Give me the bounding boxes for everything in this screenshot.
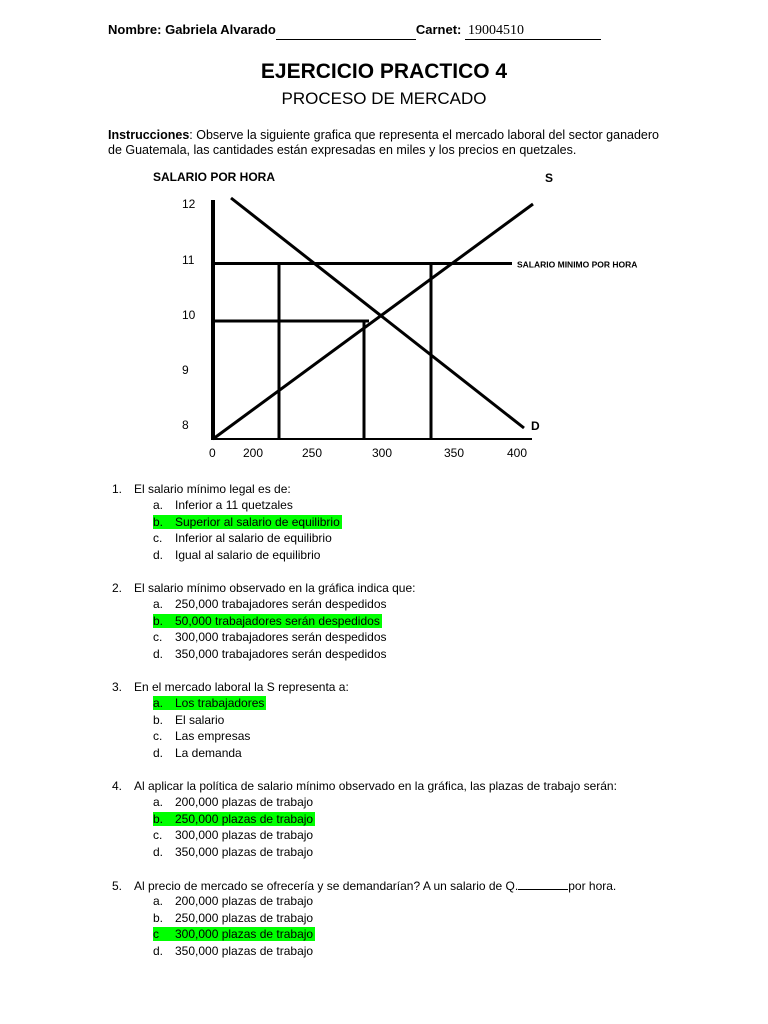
option-3-d [153,746,242,760]
option-letter: b. [153,613,164,628]
x-tick-350: 350 [444,446,465,460]
question-text: El salario mínimo legal es de: [134,482,291,496]
option-letter: a. [153,597,164,611]
question-text: El salario mínimo observado en la gráfica indica que: [134,581,416,595]
question-number: 1. [112,482,123,496]
option-3-c [153,729,250,743]
y-tick-8: 8 [182,418,189,432]
option-letter: c. [153,531,163,546]
option-letter: c. [153,630,163,645]
option-letter: b. [153,811,164,826]
option-letter: d. [153,647,164,662]
option-text: El salario [175,712,225,727]
series-label-d: D [531,419,540,433]
option-1-b [153,515,342,529]
y-tick-12: 12 [182,197,196,211]
question-5 [112,878,616,893]
instructions-label: Instrucciones [108,128,190,142]
question-number: 4. [112,779,123,793]
option-3-a [153,696,266,710]
y-tick-11: 11 [182,253,195,267]
option-letter: b. [153,514,164,529]
page-title: EJERCICIO PRACTICO 4 [260,60,508,83]
market-chart [0,160,768,465]
option-text: Superior al salario de equilibrio [175,514,340,529]
option-letter: a. [153,894,164,908]
instructions-text: : Observe la siguiente grafica que representa el mercado laboral del sector ganadero de Guatemala, las cantidades están expresadas en miles y los precios en quetzales. [108,128,660,157]
option-letter: d. [153,548,164,563]
option-text: 250,000 trabajadores serán despedidos [175,597,387,611]
option-5-c [153,927,315,941]
option-3-b [153,713,224,727]
option-text: Igual al salario de equilibrio [175,548,321,563]
min-wage-label: SALARIO MINIMO POR HORA [517,259,638,270]
option-4-c [153,828,313,842]
option-4-d [153,845,313,859]
option-2-a [153,597,387,611]
option-letter: d. [153,746,164,761]
option-text: Inferior al salario de equilibrio [175,531,332,546]
option-1-a [153,498,293,512]
option-letter: b. [153,910,164,925]
student-header [108,22,601,40]
page-subtitle: PROCESO DE MERCADO [281,89,487,108]
option-5-b [153,911,313,925]
option-text: 200,000 plazas de trabajo [175,795,314,809]
option-text: 50,000 trabajadores serán despedidos [175,613,380,628]
x-tick-400: 400 [507,446,528,460]
option-5-d [153,944,313,958]
option-text: Inferior a 11 quetzales [175,498,293,512]
x-tick-300: 300 [372,446,393,460]
x-tick-250: 250 [302,446,323,460]
question-text: Al precio de mercado se ofrecería y se demandarían? A un salario de Q. [134,879,519,893]
option-letter: d. [153,944,164,959]
x-tick-200: 200 [243,446,264,460]
option-2-c [153,630,387,644]
option-letter: c [153,927,159,942]
question-2 [112,581,415,595]
instructions [108,128,668,158]
option-letter: a. [153,795,164,809]
question-text: En el mercado laboral la S representa a: [134,680,349,694]
option-text: 300,000 plazas de trabajo [175,927,314,942]
option-1-c [153,531,332,545]
nombre-value: Gabriela Alvarado [165,22,276,37]
question-text-after: por hora. [568,879,617,893]
option-text: 350,000 plazas de trabajo [175,845,314,860]
option-text: 300,000 trabajadores serán despedidos [175,630,387,645]
series-label-s: S [545,171,554,185]
x-tick-0: 0 [209,446,216,460]
y-tick-9: 9 [182,363,189,377]
option-letter: b. [153,712,164,727]
option-text: 300,000 plazas de trabajo [175,828,314,843]
option-2-d [153,647,387,661]
option-text: 350,000 plazas de trabajo [175,944,314,959]
question-number: 5. [112,879,123,893]
question-3 [112,680,349,694]
option-text: Las empresas [175,729,251,744]
option-text: La demanda [175,746,242,761]
question-number: 3. [112,680,123,694]
option-text: Los trabajadores [175,696,265,710]
y-tick-10: 10 [182,308,196,322]
option-letter: c. [153,828,163,843]
option-text: 250,000 plazas de trabajo [175,811,314,826]
nombre-label: Nombre: [108,22,162,37]
option-text: 250,000 plazas de trabajo [175,910,314,925]
option-text: 350,000 trabajadores serán despedidos [175,647,387,662]
option-2-b [153,614,382,628]
option-letter: c. [153,729,163,744]
question-1 [112,482,291,496]
option-1-d [153,548,320,562]
answer-blank [518,878,568,890]
option-letter: d. [153,845,164,860]
nombre-blank [276,25,416,40]
y-axis-label: SALARIO POR HORA [153,170,276,184]
option-text: 200,000 plazas de trabajo [175,894,314,908]
option-letter: a. [153,498,164,512]
question-number: 2. [112,581,123,595]
carnet-label: Carnet: [415,22,462,37]
carnet-value: 19004510 [465,23,601,40]
option-letter: a. [153,696,164,710]
question-4 [112,779,617,793]
option-5-a [153,894,313,908]
question-text: Al aplicar la política de salario mínimo observado en la gráfica, las plazas de trabajo serán: [134,779,617,793]
option-4-a [153,795,313,809]
option-4-b [153,812,315,826]
